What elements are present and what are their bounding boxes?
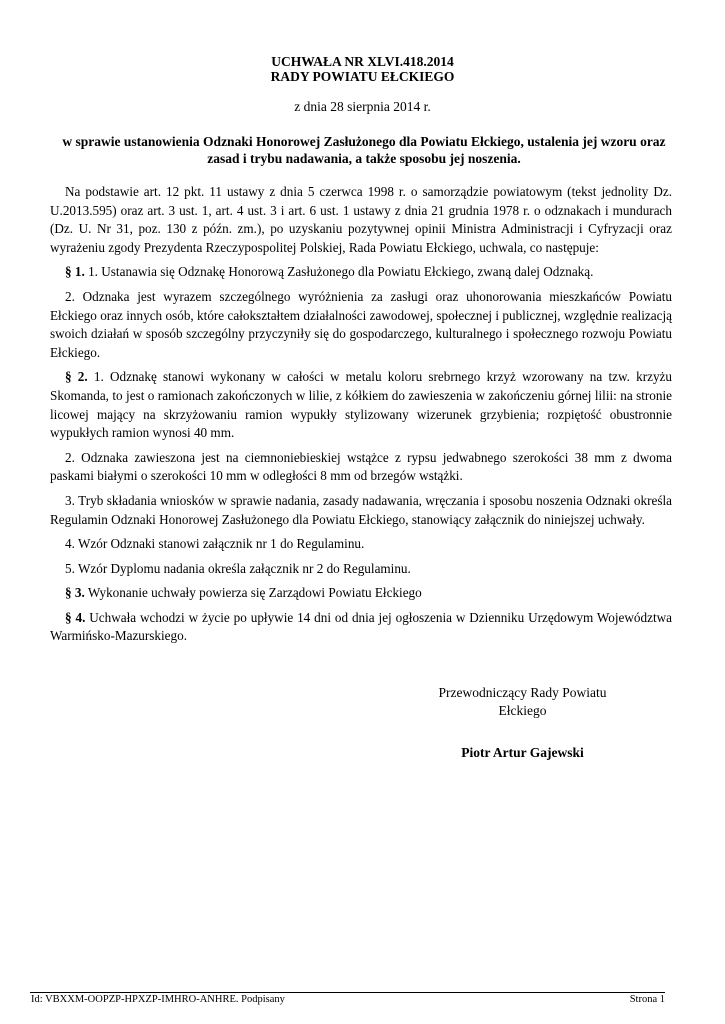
section-3 (50, 584, 672, 603)
resolution-subject: w sprawie ustanowienia Odznaki Honorowej Zasłużonego dla Powiatu Ełckiego, ustalenia jej wzoru oraz zasad i trybu nadawania, a także sposobu jej noszenia. (62, 134, 666, 166)
section-4-label: § 4. (65, 609, 86, 625)
resolution-date: z dnia 28 sierpnia 2014 r. (294, 99, 431, 114)
signatory-name: Piotr Artur Gajewski (461, 745, 584, 760)
preamble: Na podstawie art. 12 pkt. 11 ustawy z dnia 5 czerwca 1998 r. o samorządzie powiatowym (tekst jednolity Dz. U.2013.595) oraz art. 3 ust. 1, art. 4 ust. 3 i art. 6 ust. 1 ustawy z dnia 21 grudnia 1978 r. o odznakach i mundurach (Dz. U. Nr 31, poz. 130 z późn. zm.), po uzyskaniu pozytywnej opinii Ministra Administracji i Cyfryzacji oraz wyrażeniu zgody Prezydenta Rzeczypospolitej Polskiej, Rada Powiatu Ełckiego, uchwala, co następuje: (50, 184, 672, 255)
section-4 (50, 609, 672, 646)
section-1-label: § 1. (65, 264, 85, 280)
signatory-role-line-2: Ełckiego (498, 703, 547, 718)
council-name: RADY POWIATU EŁCKIEGO (270, 69, 455, 84)
section-2-paragraph-3: 3. Tryb składania wniosków w sprawie nadania, zasady nadawania, wręczania i sposobu noszenia Odznaki określa Regulamin Odznaki Honorowej Zasłużonego dla Powiatu Ełckiego, stanowiący załącznik do niniejszej uchwały. (50, 492, 672, 527)
signatory-role-line-1: Przewodniczący Rady Powiatu (438, 685, 607, 700)
section-4-text: Uchwała wchodzi w życie po upływie 14 dni od dnia jej ogłoszenia w Dzienniku Urzędowym Województwa Warmińsko-Mazurskiego. (50, 609, 673, 644)
section-2-paragraph-2: 2. Odznaka zawieszona jest na ciemnoniebieskiej wstążce z rypsu jedwabnego szerokości 38 mm z dwoma paskami białymi o szerokości 10 mm w odległości 8 mm od brzegów wstążki. (50, 449, 672, 484)
section-2-paragraph-4: 4. Wzór Odznaki stanowi załącznik nr 1 do Regulaminu. (65, 536, 365, 552)
section-2-paragraph-5: 5. Wzór Dyplomu nadania określa załącznik nr 2 do Regulaminu. (65, 560, 411, 576)
footer-document-id: Id: VBXXM-OOPZP-HPXZP-IMHRO-ANHRE. Podpisany (31, 994, 285, 1005)
section-2-text: 1. Odznakę stanowi wykonany w całości w metalu koloru srebrnego krzyż wzorowany na tzw. krzyżu Skomanda, to jest o ramionach zakończonych w lilie, z kółkiem do zawieszenia w zakończeniu górnej lilii: na stronie licowej mający na skrzyżowaniu ramion wypukły stylizowany wizerunek grzybienia; rozpiętość obustronnie wypukłych ramion wynosi 40 mm. (50, 369, 672, 441)
signatory-role (380, 684, 665, 720)
section-3-text: Wykonanie uchwały powierza się Zarządowi Powiatu Ełckiego (87, 585, 422, 601)
resolution-number: UCHWAŁA NR XLVI.418.2014 (271, 54, 454, 69)
section-2-label: § 2. (65, 369, 88, 385)
section-3-label: § 3. (65, 585, 85, 601)
section-1-text: 1. Ustanawia się Odznakę Honorową Zasłużonego dla Powiatu Ełckiego, zwaną dalej Odznaką. (88, 264, 594, 280)
section-1-paragraph-2: 2. Odznaka jest wyrazem szczególnego wyróżnienia za zasługi oraz uhonorowania mieszkańców Powiatu Ełckiego oraz innych osób, które całokształtem działalności zawodowej, społecznej i publicznej, względnie realizacją swoich działań w sposób szczególny przyczyniły się do gospodarczego, kulturalnego i społecznego rozwoju Powiatu Ełckiego. (50, 288, 672, 360)
section-1-paragraph-1 (50, 263, 672, 282)
resolution-body (50, 183, 672, 652)
footer-divider (30, 992, 665, 993)
section-2-paragraph-1 (50, 368, 672, 442)
footer-page-number: Strona 1 (629, 994, 665, 1005)
